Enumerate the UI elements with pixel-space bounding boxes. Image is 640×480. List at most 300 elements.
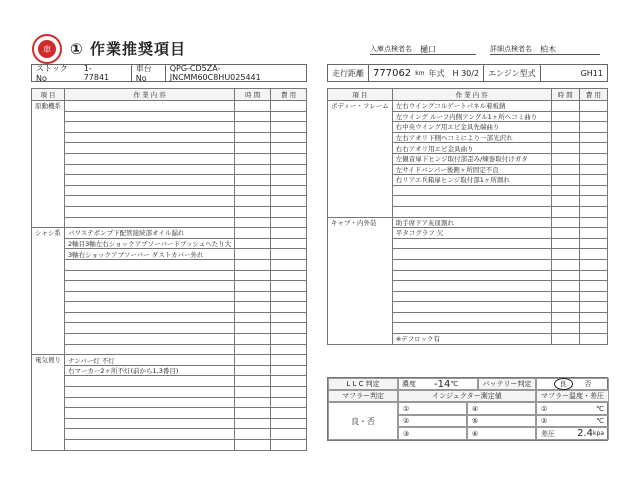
time-cell bbox=[551, 323, 579, 334]
cost-cell bbox=[271, 365, 307, 376]
work-content-cell bbox=[65, 122, 235, 133]
work-content-cell: 左観音扉下ヒンジ取付部歪み/煉巻取付けガタ bbox=[392, 153, 551, 164]
category-cell bbox=[328, 153, 393, 164]
inj-6: ⑥ bbox=[467, 427, 536, 440]
work-content-cell bbox=[65, 291, 235, 302]
cost-cell bbox=[579, 122, 607, 133]
table-row bbox=[32, 408, 307, 419]
category-cell bbox=[328, 143, 393, 154]
time-cell bbox=[551, 312, 579, 323]
time-cell bbox=[235, 175, 271, 186]
cost-cell bbox=[579, 238, 607, 249]
category-cell bbox=[32, 196, 65, 207]
time-cell bbox=[551, 281, 579, 292]
work-content-cell bbox=[65, 312, 235, 323]
table-row bbox=[328, 249, 608, 260]
table-row bbox=[328, 334, 608, 345]
category-cell bbox=[32, 334, 65, 345]
table-row bbox=[328, 143, 608, 154]
time-cell bbox=[235, 249, 271, 260]
work-content-cell: 助手席ドア灰皿割れ bbox=[392, 217, 551, 228]
work-content-cell bbox=[392, 312, 551, 323]
work-content-cell: 左ウイング ルーフ内側アングル1ヶ所ヘコミ曲り bbox=[392, 111, 551, 122]
cost-cell bbox=[271, 122, 307, 133]
category-cell bbox=[328, 228, 393, 239]
cost-cell bbox=[271, 281, 307, 292]
work-content-cell bbox=[392, 196, 551, 207]
table-row bbox=[32, 122, 307, 133]
time-cell bbox=[551, 196, 579, 207]
category-cell bbox=[32, 397, 65, 408]
work-content-cell bbox=[392, 323, 551, 334]
engine-label: エンジン型式 bbox=[488, 68, 536, 78]
time-cell bbox=[235, 312, 271, 323]
col-time: 時 間 bbox=[551, 89, 579, 101]
cost-cell bbox=[271, 101, 307, 112]
time-cell bbox=[235, 122, 271, 133]
work-content-cell bbox=[65, 175, 235, 186]
time-cell bbox=[551, 238, 579, 249]
category-cell bbox=[328, 132, 393, 143]
time-cell bbox=[551, 101, 579, 112]
detail-line bbox=[490, 54, 600, 55]
cost-cell bbox=[271, 132, 307, 143]
col-work: 作 業 内 容 bbox=[392, 89, 551, 101]
category-cell bbox=[328, 323, 393, 334]
time-cell bbox=[235, 153, 271, 164]
engine-type: GH11 bbox=[580, 68, 603, 78]
work-content-cell bbox=[392, 238, 551, 249]
time-cell bbox=[235, 344, 271, 355]
detail-inspector-label: 詳細点検者名 bbox=[490, 45, 532, 53]
category-cell bbox=[328, 270, 393, 281]
time-cell bbox=[551, 111, 579, 122]
category-cell bbox=[328, 164, 393, 175]
mileage-label: 走行距離 bbox=[332, 68, 364, 78]
table-row bbox=[32, 387, 307, 398]
category-cell bbox=[32, 270, 65, 281]
table-row bbox=[32, 281, 307, 292]
time-cell bbox=[235, 143, 271, 154]
category-cell bbox=[32, 429, 65, 440]
work-content-cell: 右リアエ兵箱扉ヒンジ取付部1ヶ所割れ bbox=[392, 175, 551, 186]
work-content-cell bbox=[65, 440, 235, 451]
cost-cell bbox=[579, 175, 607, 186]
battery-good: 良 bbox=[554, 378, 573, 390]
category-cell bbox=[32, 323, 65, 334]
time-cell bbox=[235, 355, 271, 366]
work-content-cell: ナンバー灯 不灯 bbox=[65, 355, 235, 366]
time-cell bbox=[235, 291, 271, 302]
work-content-cell: 左右ウイングコルゲートパネル着板錆 bbox=[392, 101, 551, 112]
col-work: 作 業 内 容 bbox=[65, 89, 235, 101]
cost-cell bbox=[579, 217, 607, 228]
cost-cell bbox=[579, 323, 607, 334]
time-cell bbox=[235, 185, 271, 196]
cost-cell bbox=[271, 355, 307, 366]
llc-label: L L C 判定 bbox=[328, 378, 398, 390]
category-cell bbox=[32, 365, 65, 376]
work-content-cell bbox=[65, 376, 235, 387]
category-cell bbox=[32, 249, 65, 260]
col-item: 項 目 bbox=[328, 89, 393, 101]
cost-cell bbox=[579, 249, 607, 260]
table-row bbox=[328, 132, 608, 143]
cost-cell bbox=[579, 111, 607, 122]
category-cell bbox=[32, 376, 65, 387]
inspection-results-panel bbox=[327, 377, 608, 441]
time-cell bbox=[551, 143, 579, 154]
table-row bbox=[32, 440, 307, 451]
table-row bbox=[32, 323, 307, 334]
time-cell bbox=[235, 323, 271, 334]
category-cell bbox=[328, 122, 393, 133]
muffler-result: 良・否 bbox=[328, 402, 398, 440]
time-cell bbox=[235, 376, 271, 387]
col-cost: 費 用 bbox=[579, 89, 607, 101]
category-cell bbox=[32, 185, 65, 196]
work-content-cell: 右中央ウイング用エビ金具先端曲り bbox=[392, 122, 551, 133]
table-row bbox=[32, 397, 307, 408]
time-cell bbox=[235, 132, 271, 143]
work-content-cell bbox=[65, 387, 235, 398]
time-cell bbox=[235, 408, 271, 419]
category-cell: 電気廻り bbox=[32, 355, 65, 366]
table-row bbox=[32, 249, 307, 260]
table-row bbox=[32, 143, 307, 154]
table-row bbox=[32, 101, 307, 112]
category-cell bbox=[328, 334, 393, 345]
work-content-cell: 右右アオリ用エビ金具曲り bbox=[392, 143, 551, 154]
time-cell bbox=[551, 217, 579, 228]
category-cell bbox=[32, 281, 65, 292]
time-cell bbox=[235, 302, 271, 313]
cost-cell bbox=[271, 143, 307, 154]
cost-cell bbox=[271, 408, 307, 419]
category-cell bbox=[328, 175, 393, 186]
time-cell bbox=[551, 175, 579, 186]
category-cell bbox=[32, 111, 65, 122]
time-cell bbox=[235, 334, 271, 345]
stock-no: 1-77841 bbox=[83, 64, 110, 82]
category-cell bbox=[328, 291, 393, 302]
table-row bbox=[328, 281, 608, 292]
category-cell: ボディー・フレーム bbox=[328, 101, 393, 112]
year: H 30/2 bbox=[452, 68, 480, 78]
time-cell bbox=[551, 334, 579, 345]
category-cell bbox=[32, 164, 65, 175]
cost-cell bbox=[579, 270, 607, 281]
inj-5: ⑤ bbox=[467, 415, 536, 427]
category-cell bbox=[328, 206, 393, 217]
work-content-cell bbox=[65, 323, 235, 334]
table-row bbox=[32, 164, 307, 175]
table-row bbox=[328, 302, 608, 313]
cost-cell bbox=[271, 185, 307, 196]
cost-cell bbox=[271, 175, 307, 186]
work-content-cell bbox=[65, 397, 235, 408]
time-cell bbox=[235, 387, 271, 398]
cost-cell bbox=[271, 334, 307, 345]
table-row bbox=[328, 122, 608, 133]
category-cell bbox=[32, 302, 65, 313]
stock-bar bbox=[31, 64, 307, 82]
category-cell bbox=[32, 408, 65, 419]
density-value: -14 bbox=[434, 378, 451, 390]
category-cell bbox=[32, 387, 65, 398]
category-cell bbox=[328, 259, 393, 270]
detail-inspector-name: 柏木 bbox=[540, 45, 556, 54]
mileage: 777062 bbox=[373, 67, 412, 79]
km-unit: km bbox=[415, 69, 425, 77]
time-cell bbox=[551, 249, 579, 260]
work-content-cell bbox=[65, 408, 235, 419]
cost-cell bbox=[579, 185, 607, 196]
work-content-cell: 平タコグラフ 欠 bbox=[392, 228, 551, 239]
work-content-cell: ※デフロック有 bbox=[392, 334, 551, 345]
time-cell bbox=[235, 418, 271, 429]
table-row bbox=[328, 291, 608, 302]
table-row bbox=[328, 111, 608, 122]
category-cell: キャブ・内外装 bbox=[328, 217, 393, 228]
temp-1: ① ℃ bbox=[536, 402, 609, 415]
car-icon: 車 bbox=[38, 40, 56, 58]
cost-cell bbox=[271, 291, 307, 302]
model-label: 車台No bbox=[135, 64, 152, 83]
cost-cell bbox=[579, 291, 607, 302]
table-row bbox=[32, 302, 307, 313]
category-cell bbox=[32, 418, 65, 429]
work-content-cell bbox=[65, 281, 235, 292]
category-cell: 原動機系 bbox=[32, 101, 65, 112]
time-cell bbox=[551, 164, 579, 175]
table-row bbox=[32, 111, 307, 122]
work-content-cell bbox=[392, 259, 551, 270]
cost-cell bbox=[579, 101, 607, 112]
time-cell bbox=[235, 228, 271, 239]
work-content-cell bbox=[392, 281, 551, 292]
cost-cell bbox=[271, 312, 307, 323]
time-cell bbox=[235, 270, 271, 281]
time-cell bbox=[551, 302, 579, 313]
time-cell bbox=[551, 228, 579, 239]
work-content-cell bbox=[65, 259, 235, 270]
cost-cell bbox=[579, 132, 607, 143]
cost-cell bbox=[271, 302, 307, 313]
category-cell bbox=[32, 175, 65, 186]
work-content-cell bbox=[65, 132, 235, 143]
table-row bbox=[32, 270, 307, 281]
work-content-cell bbox=[392, 270, 551, 281]
cost-cell bbox=[271, 344, 307, 355]
category-cell bbox=[32, 440, 65, 451]
cost-cell bbox=[271, 397, 307, 408]
cost-cell bbox=[579, 206, 607, 217]
table-row bbox=[328, 217, 608, 228]
category-cell bbox=[32, 132, 65, 143]
category-cell bbox=[32, 344, 65, 355]
work-content-cell bbox=[65, 217, 235, 228]
cost-cell bbox=[271, 153, 307, 164]
category-cell bbox=[32, 153, 65, 164]
cost-cell bbox=[579, 228, 607, 239]
table-row bbox=[32, 344, 307, 355]
table-row bbox=[328, 164, 608, 175]
table-row bbox=[328, 312, 608, 323]
page-title: ① 作業推奨項目 bbox=[70, 40, 186, 58]
work-content-cell: 左サイドバンパー後側ヶ所固定不良 bbox=[392, 164, 551, 175]
inj-3: ③ bbox=[398, 427, 467, 440]
table-row bbox=[328, 270, 608, 281]
time-cell bbox=[235, 101, 271, 112]
table-row bbox=[32, 418, 307, 429]
cost-cell bbox=[271, 249, 307, 260]
work-content-cell bbox=[392, 302, 551, 313]
category-cell bbox=[32, 312, 65, 323]
injector-label: インジェクター測定値 bbox=[398, 390, 536, 402]
category-cell bbox=[32, 259, 65, 270]
time-cell bbox=[551, 206, 579, 217]
cost-cell bbox=[271, 270, 307, 281]
table-row bbox=[32, 376, 307, 387]
stock-label: ストックNo bbox=[36, 64, 68, 83]
table-row bbox=[32, 132, 307, 143]
time-cell bbox=[235, 164, 271, 175]
time-cell bbox=[235, 217, 271, 228]
work-content-cell: パワステポンプ下配管接続部オイル漏れ bbox=[65, 228, 235, 239]
category-cell bbox=[32, 217, 65, 228]
category-cell: シャシ系 bbox=[32, 228, 65, 239]
category-cell bbox=[32, 122, 65, 133]
table-row bbox=[32, 429, 307, 440]
vehicle-bar bbox=[327, 64, 608, 82]
table-row bbox=[328, 228, 608, 239]
table-row bbox=[328, 153, 608, 164]
cost-cell bbox=[271, 323, 307, 334]
entry-inspector-name: 樋口 bbox=[420, 45, 436, 54]
cost-cell bbox=[271, 217, 307, 228]
entry-line bbox=[370, 54, 476, 55]
table-row bbox=[32, 355, 307, 366]
work-content-cell bbox=[65, 196, 235, 207]
table-row bbox=[32, 365, 307, 376]
category-cell bbox=[328, 312, 393, 323]
table-row bbox=[328, 323, 608, 334]
cost-cell bbox=[579, 196, 607, 207]
cost-cell bbox=[271, 164, 307, 175]
table-row bbox=[328, 206, 608, 217]
category-cell bbox=[32, 291, 65, 302]
work-content-cell bbox=[392, 249, 551, 260]
battery-bad: 否 bbox=[584, 380, 592, 388]
category-cell bbox=[328, 238, 393, 249]
category-cell bbox=[328, 281, 393, 292]
cost-cell bbox=[271, 387, 307, 398]
work-content-cell bbox=[65, 185, 235, 196]
category-cell bbox=[328, 302, 393, 313]
col-time: 時 間 bbox=[235, 89, 271, 101]
time-cell bbox=[551, 291, 579, 302]
work-content-cell bbox=[65, 302, 235, 313]
work-content-cell bbox=[65, 270, 235, 281]
temp-2: ② ℃ bbox=[536, 415, 609, 427]
table-row bbox=[328, 196, 608, 207]
category-cell bbox=[328, 249, 393, 260]
work-content-cell: 右マーカー2ヶ所不灯(前から1,3番目) bbox=[65, 365, 235, 376]
time-cell bbox=[235, 111, 271, 122]
time-cell bbox=[235, 397, 271, 408]
inj-4: ④ bbox=[467, 402, 536, 415]
time-cell bbox=[551, 122, 579, 133]
time-cell bbox=[235, 281, 271, 292]
cost-cell bbox=[271, 196, 307, 207]
time-cell bbox=[235, 365, 271, 376]
cost-cell bbox=[579, 143, 607, 154]
cost-cell bbox=[579, 259, 607, 270]
cost-cell bbox=[271, 418, 307, 429]
table-row bbox=[32, 334, 307, 345]
table-row bbox=[32, 196, 307, 207]
time-cell bbox=[235, 238, 271, 249]
entry-inspector-label: 入庫点検者名 bbox=[370, 45, 412, 53]
pressure: 差圧 2.4 kpa bbox=[536, 427, 609, 440]
time-cell bbox=[551, 132, 579, 143]
company-logo bbox=[32, 34, 62, 64]
work-content-cell bbox=[392, 291, 551, 302]
time-cell bbox=[551, 153, 579, 164]
table-row bbox=[32, 291, 307, 302]
work-content-cell bbox=[65, 418, 235, 429]
work-content-cell bbox=[65, 206, 235, 217]
work-content-cell bbox=[65, 111, 235, 122]
category-cell bbox=[32, 238, 65, 249]
time-cell bbox=[235, 440, 271, 451]
work-content-cell bbox=[392, 185, 551, 196]
time-cell bbox=[235, 259, 271, 270]
work-content-cell bbox=[65, 164, 235, 175]
cost-cell bbox=[579, 281, 607, 292]
table-row bbox=[32, 217, 307, 228]
cost-cell bbox=[271, 228, 307, 239]
work-content-cell: 2軸目3軸左右ショックアブソーバー下ブッシュへたり大 bbox=[65, 238, 235, 249]
battery-label: バッテリー判定 bbox=[478, 378, 536, 390]
llc-density: 濃度 -14 ℃ bbox=[398, 378, 478, 390]
table-row bbox=[328, 101, 608, 112]
time-cell bbox=[551, 259, 579, 270]
category-cell bbox=[328, 111, 393, 122]
muffler-label: マフラー判定 bbox=[328, 390, 398, 402]
table-row bbox=[32, 153, 307, 164]
cost-cell bbox=[271, 440, 307, 451]
cost-cell bbox=[579, 334, 607, 345]
table-row bbox=[32, 259, 307, 270]
table-row bbox=[32, 238, 307, 249]
work-content-cell bbox=[65, 344, 235, 355]
cost-cell bbox=[271, 429, 307, 440]
table-row bbox=[328, 175, 608, 186]
model-no: QPG-CD5ZA-JNCMM60C8HU025441 bbox=[169, 64, 261, 82]
work-content-cell: 3軸右ショックアブソーバー ダストカバー外れ bbox=[65, 249, 235, 260]
inj-1: ① bbox=[398, 402, 467, 415]
table-row bbox=[328, 259, 608, 270]
left-work-table bbox=[31, 88, 307, 451]
battery-result bbox=[536, 378, 609, 390]
work-content-cell bbox=[65, 334, 235, 345]
muffler-temp-label: マフラー温度・差圧 bbox=[536, 390, 609, 402]
table-row bbox=[32, 312, 307, 323]
table-row bbox=[32, 228, 307, 239]
time-cell bbox=[235, 196, 271, 207]
